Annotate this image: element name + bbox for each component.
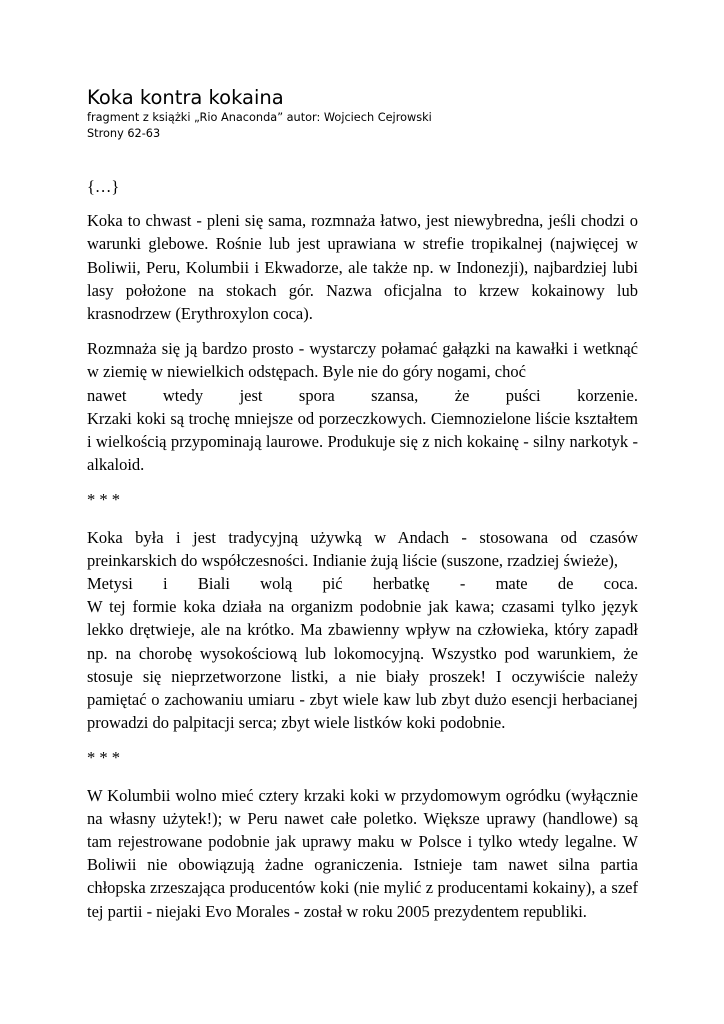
ellipsis-marker: {…}: [87, 177, 120, 196]
document-subtitle: fragment z książki „Rio Anaconda” autor: Wojciech Cejrowski: [87, 111, 432, 124]
section-separator-1: * * *: [87, 490, 120, 510]
paragraph-2a: Rozmnaża się ją bardzo prosto - wystarczy połamać gałązki na kawałki i wetknąć w ziemię w niewielkich odstępach. Byle nie do góry nogami, choć: [87, 339, 638, 382]
page-reference: Strony 62-63: [87, 127, 161, 140]
paragraph-3b: Metysi i Biali wolą pić herbatkę - mate de coca.: [87, 574, 638, 594]
paragraph-4: W Kolumbii wolno mieć cztery krzaki koki w przydomowym ogródku (wyłącznie na własny użytek!); w Peru nawet całe poletko. Większe uprawy (handlowe) są tam rejestrowane podobnie jak uprawy maku w Polsce i tylko wtedy legalne. W Boliwii nie obowiązują żadne ograniczenia. Istnieje tam nawet silna partia chłopska zrzeszająca producentów koki (nie mylić z producentami kokainy), a szef tej partii - niejaki Evo Morales - został w roku 2005 prezydentem republiki.: [87, 785, 638, 921]
paragraph-2b: nawet wtedy jest spora szansa, że puści korzenie.: [87, 385, 638, 405]
paragraph-2c: Krzaki koki są trochę mniejsze od porzeczkowych. Ciemnozielone liście kształtem i wielkością przypominają laurowe. Produkuje się z nich kokainę - silny narkotyk - alkaloid.: [87, 408, 638, 475]
paragraph-3c: W tej formie koka działa na organizm podobnie jak kawa; czasami tylko język lekko drętwieje, ale na krótko. Ma zbawienny wpływ na człowieka, który zapadł np. na chorobę wysokościową lub lokomocyjną. Wszystko pod warunkiem, że stosuje się nieprzetworzone listki, a nie biały proszek! I oczywiście należy pamiętać o zachowaniu umiaru - zbyt wiele kaw lub zbyt dużo esencji herbacianej prowadzi do palpitacji serca; zbyt wiele listków koki podobnie.: [87, 597, 638, 733]
spacer: [87, 142, 638, 175]
article-body: [87, 175, 638, 923]
document-title: Koka kontra kokaina: [87, 86, 284, 109]
document-page: [87, 86, 638, 923]
section-separator-2: * * *: [87, 748, 120, 768]
paragraph-3a: Koka była i jest tradycyjną używką w Andach - stosowana od czasów preinkarskich do współczesności. Indianie żują liście (suszone, rzadziej świeże),: [87, 527, 638, 570]
paragraph-1: Koka to chwast - pleni się sama, rozmnaża łatwo, jest niewybredna, jeśli chodzi o warunki glebowe. Rośnie lub jest uprawiana w strefie tropikalnej (najwięcej w Boliwii, Peru, Kolumbii i Ekwadorze, ale także np. w Indonezji), najbardziej lubi lasy położone na stokach gór. Nazwa oficjalna to krzew kokainowy lub krasnodrzew (Erythroxylon coca).: [87, 211, 638, 324]
